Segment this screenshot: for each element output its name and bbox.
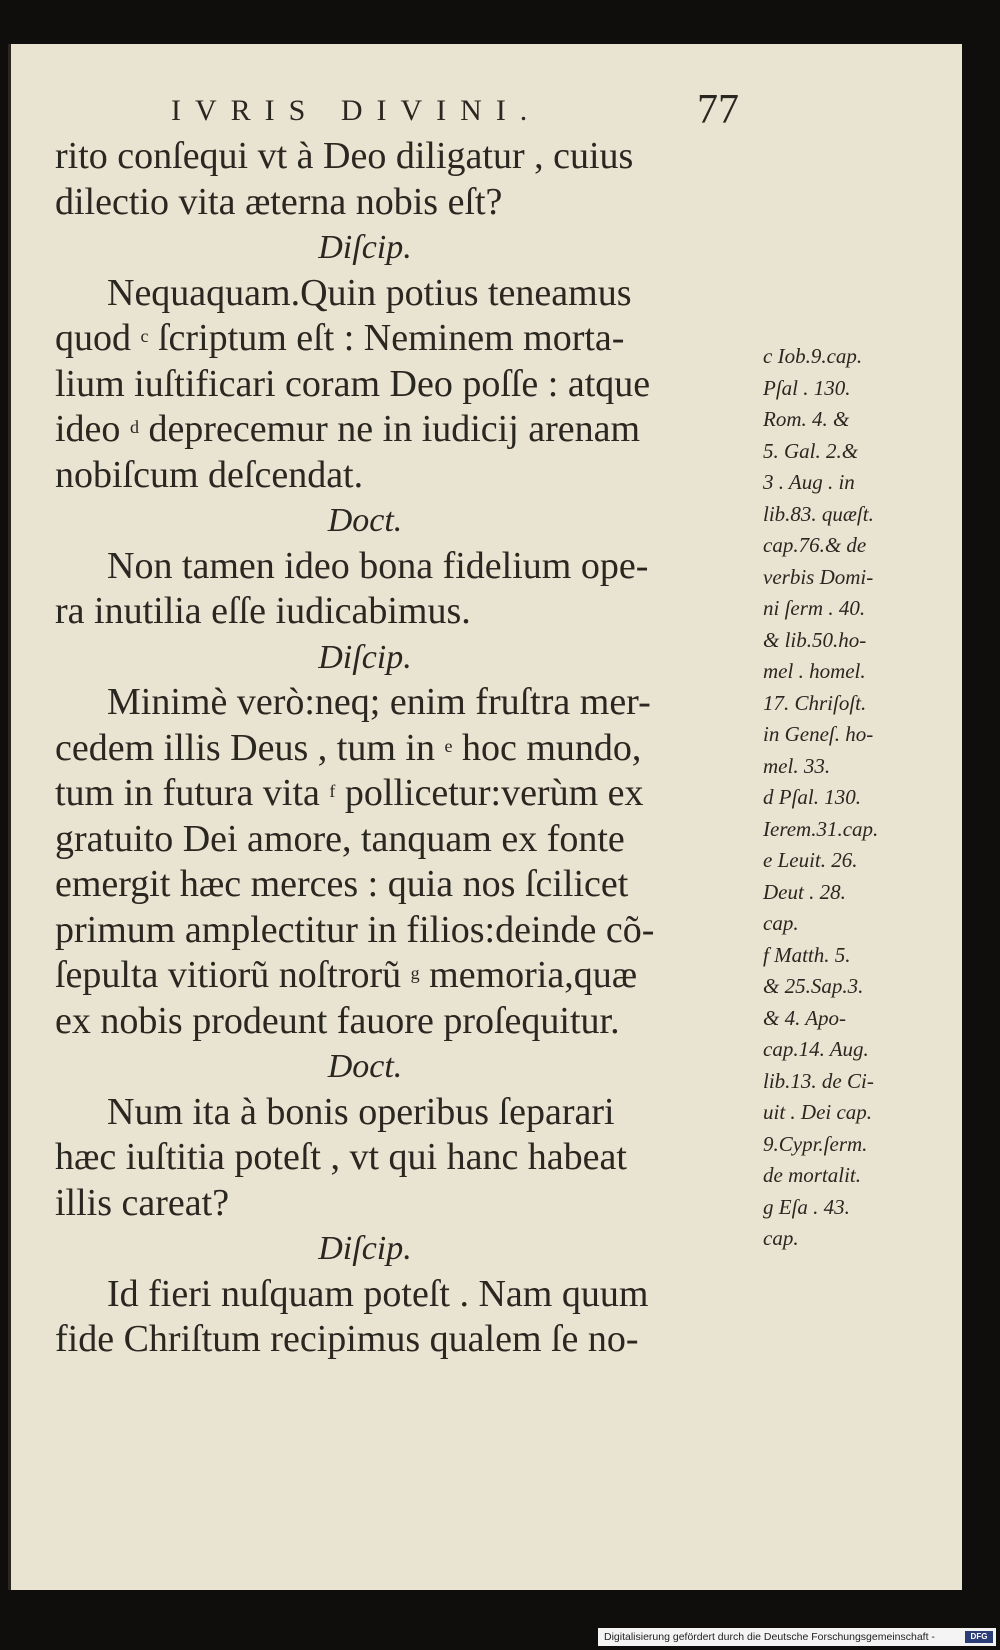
margin-note-line: d Pſal. 130. [763,785,861,809]
text-line: Non tamen ideo bona fidelium ope- [107,544,649,587]
text-fragment: ſcriptum eſt : Neminem morta- [148,317,625,359]
margin-note-line: verbis Domi- [763,564,874,589]
text-line [55,407,755,453]
margin-note-line: e Leuit. 26. [763,848,858,872]
margin-note-line: c Iob.9.cap. [763,344,863,368]
footer-text: Digitalisierung gefördert durch die Deutsche Forschungsgemeinschaft - [604,1631,935,1643]
text-fragment: deprecemur ne in iudicij arenam [138,408,641,450]
margin-note-line: & lib.50.ho- [763,627,867,652]
margin-note-line: in Geneſ. ho- [763,722,874,746]
margin-note-line: Ierem.31.cap. [763,816,879,841]
margin-note-line: & 4. Apo- [763,1005,847,1030]
margin-note-line: mel . homel. [763,659,866,683]
text-line: dilectio vita æterna nobis eſt? [55,180,503,223]
text-fragment: cedem illis Deus , tum in [55,726,445,769]
running-head: IVRIS DIVINI. [171,94,542,127]
text-fragment: memoria,quæ [419,954,638,996]
margin-note-line: cap. [763,911,799,935]
text-line: gratuito Dei amore, tanquam ex fonte [55,817,625,860]
text-fragment: quod [55,317,141,359]
margin-notes [763,341,963,1255]
text-line: ra inutilia eſſe iudicabimus. [55,590,471,632]
margin-note-line: cap.14. Aug. [763,1037,869,1061]
speaker-label: Diſcip. [318,638,412,676]
text-fragment: ſepulta vitiorũ noſtrorũ [55,954,411,996]
margin-note-line: lib.83. quæſt. [763,501,874,526]
note-reference-mark: g [410,963,420,983]
speaker-label: Doct. [327,1048,403,1085]
text-line: Minimè verò:neq; enim fruſtra mer- [107,681,651,723]
margin-note-line: cap.76.& de [763,533,867,557]
note-reference-mark: e [444,735,453,756]
text-fragment: pollicetur:verùm ex [335,772,644,814]
text-line: illis careat? [55,1181,230,1224]
speaker-label: Diſcip. [318,229,412,266]
speaker-label: Diſcip. [318,1230,412,1267]
margin-note-line: 17. Chriſoſt. [763,690,867,715]
margin-note-line: cap. [763,1226,799,1250]
note-reference-mark: f [329,781,336,801]
text-line: ex nobis prodeunt fauore proſequitur. [55,999,620,1042]
text-line: rito conſequi vt à Deo diligatur , cuius [55,135,634,177]
margin-note-line: uit . Dei cap. [763,1100,873,1124]
margin-note-line: & 25.Sap.3. [763,974,864,998]
text-line [55,771,755,817]
main-text [55,134,755,1363]
text-line: fide Chriſtum recipimus qualem ſe no- [55,1318,639,1360]
margin-note-line: f Matth. 5. [763,942,851,967]
text-line: Nequaquam.Quin potius teneamus [107,271,632,314]
margin-note-line: Pſal . 130. [763,375,851,400]
text-line: primum amplectitur in filios:deinde cõ- [55,908,655,951]
text-fragment: ideo [55,408,130,450]
text-line [55,953,755,999]
text-line: hæc iuſtitia poteſt , vt qui hanc habeat [55,1136,627,1178]
page-number: 77 [697,87,739,133]
book-page [8,44,962,1590]
margin-note-line: 5. Gal. 2.& [763,438,859,463]
text-line: lium iuſtificari coram Deo poſſe : atque [55,362,651,405]
text-line: Num ita à bonis operibus ſeparari [107,1090,615,1133]
speaker-label: Doct. [327,502,403,539]
margin-note-line: ni ſerm . 40. [763,596,866,620]
margin-note-line: Deut . 28. [763,879,846,904]
margin-note-line: 3 . Aug . in [763,470,855,494]
text-fragment: tum in futura vita [55,772,330,814]
margin-note-line: Rom. 4. & [763,407,850,431]
margin-note-line: mel. 33. [763,753,831,778]
dfg-logo: DFG [965,1631,993,1643]
margin-note-line: g Eſa . 43. [763,1194,850,1219]
text-fragment: hoc mundo, [452,726,642,769]
margin-note-line: lib.13. de Ci- [763,1068,874,1093]
text-line [55,726,755,772]
text-line [55,316,755,362]
text-line: Id fieri nuſquam poteſt . Nam quum [107,1272,649,1315]
text-line: nobiſcum deſcendat. [55,453,364,496]
page-header [151,86,751,138]
note-reference-mark: c [140,326,149,346]
margin-note-line: 9.Cypr.ſerm. [763,1131,868,1156]
margin-note-line: de mortalit. [763,1163,861,1187]
text-line: emergit hæc merces : quia nos ſcilicet [55,863,629,905]
funding-footer [598,1628,996,1646]
note-reference-mark: d [129,417,139,437]
